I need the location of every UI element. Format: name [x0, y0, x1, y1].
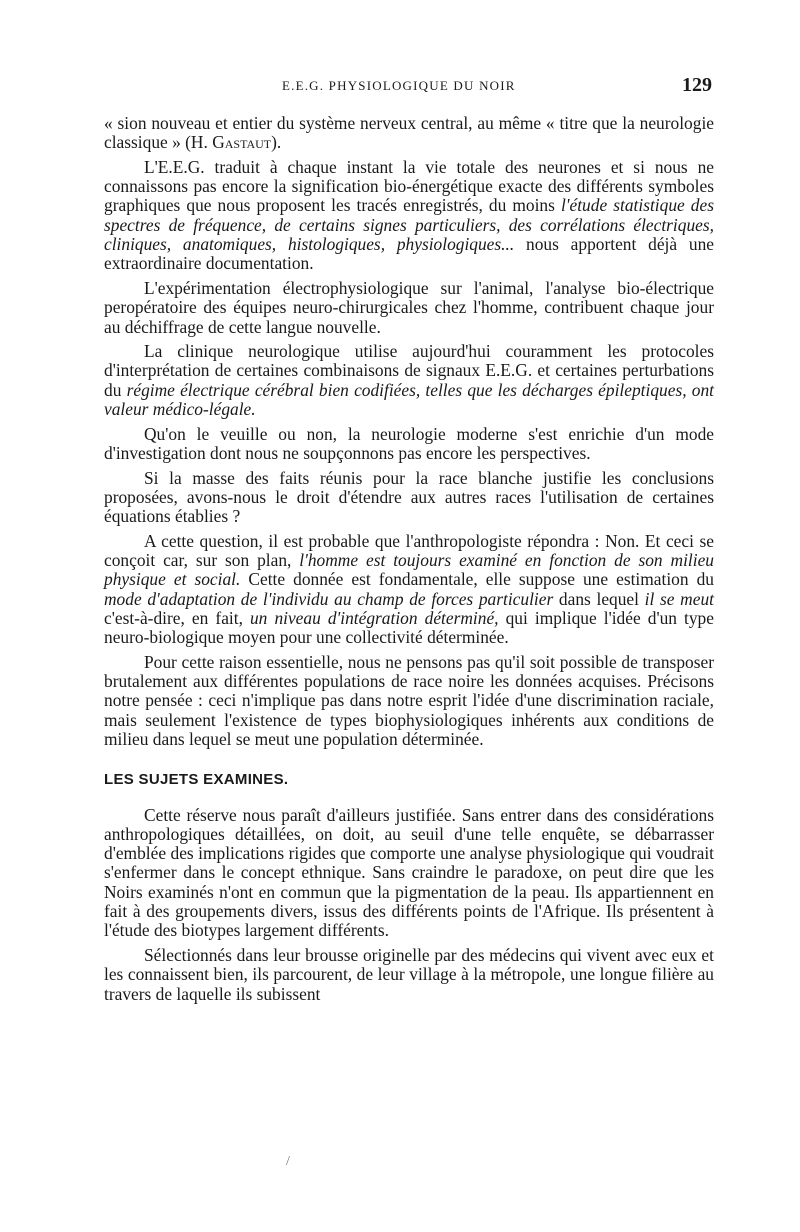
text-run: nous apportent déjà une extraordinaire documentation. — [104, 234, 714, 274]
page-header — [104, 74, 712, 96]
paragraph-race-blanche: Si la masse des faits réunis pour la race blanche justifie les conclusions proposées, avons-nous le droit d'étendre aux autres races l'utilisation de certaines équations établies ? — [104, 467, 714, 527]
paragraph-reserve: Cette réserve nous paraît d'ailleurs justifiée. Sans entrer dans des considérations anthropologiques détaillées, on doit, au seuil d'une telle enquête, se débarrasser d'emblée des implications rigides que comporte une analyse physiologique qui voudrait s'enfermer dans le concept ethnique. Sans craindre le paradoxe, on peut dire que les Noirs examinés n'ont en commun que la pigmentation de la peau. Ils appartiennent en fait à des groupements divers, issus des différents points de l'Afrique. Ils présentent à l'étude des biotypes largement différents. — [104, 804, 714, 941]
text-run: La clinique neurologique utilise aujourd'hui couramment les protocoles d'interprétation de certaines combinaisons de signaux E.E.G. et certaines perturbations du — [104, 341, 714, 400]
text-run: Cette donnée est fondamentale, elle suppose une estimation du — [240, 569, 714, 590]
italic-run: il se meut — [644, 588, 714, 609]
body-text — [104, 114, 714, 1009]
italic-run: l'étude statistique des spectres de fréquence, de certains signes particuliers, des corrélations électriques, cliniques, anatomiques, histologiques, physiologiques... — [104, 195, 714, 255]
running-head: E.E.G. PHYSIOLOGIQUE DU NOIR — [282, 78, 516, 93]
paragraph-neurologie: Qu'on le veuille ou non, la neurologie moderne s'est enrichie d'un mode d'investigation dont nous ne soupçonnons pas encore les perspectives. — [104, 423, 714, 463]
paragraph-selectionnes: Sélectionnés dans leur brousse originelle par des médecins qui vivent avec eux et les connaissent bien, ils parcourent, de leur village à la métropole, une longue filière au travers de laquelle ils subissent — [104, 944, 714, 1004]
paragraph-question — [104, 532, 714, 648]
paragraph-quote-end — [104, 114, 714, 153]
italic-run: un niveau d'intégration déterminé, — [249, 607, 499, 628]
text-run: A cette question, il est probable que l'anthropologiste répondra : Non. Et ceci se conçoit car, sur son plan, — [104, 530, 714, 571]
text-run: qui implique l'idée d'un type neuro-biologique moyen pour une collectivité déterminée. — [104, 607, 714, 648]
italic-run: régime électrique cérébral bien codifiées, telles que les décharges épileptiques, ont valeur médico-légale. — [104, 379, 714, 420]
text-run: dans lequel — [553, 588, 645, 609]
author-name: Gastaut — [212, 132, 272, 153]
paragraph-clinique — [104, 342, 714, 419]
paragraph-raison: Pour cette raison essentielle, nous ne pensons pas qu'il soit possible de transposer brutalement aux différentes populations de race noire les données acquises. Précisons notre pensée : ceci n'implique pas dans notre esprit l'idée d'une discrimination raciale, mais seulement l'existence de types biophysiologiques inhérents aux conditions de milieu dans lequel se meut une population déterminée. — [104, 651, 714, 749]
section-heading: LES SUJETS EXAMINES. — [104, 771, 289, 789]
italic-run: l'homme est toujours examiné en fonction de son milieu physique et social. — [104, 550, 714, 590]
text-run: ). — [271, 132, 282, 153]
italic-run: mode d'adaptation de l'individu au champ de forces particulier — [104, 588, 554, 609]
text-run: « sion nouveau et entier du système nerveux central, au même « titre que la neurologie classique » (H. — [104, 113, 714, 153]
page-number: 129 — [682, 74, 712, 96]
text-run: L'E.E.G. traduit à chaque instant la vie totale des neurones et si nous ne connaissons pas encore la signification bio-énergétique exacte des différents symboles graphiques que nous proposent les tracés enregistrés, du moins — [104, 156, 714, 216]
stray-mark: / — [286, 1154, 290, 1169]
text-run: c'est-à-dire, en fait, — [104, 607, 250, 628]
paragraph-experimentation: L'expérimentation électrophysiologique sur l'animal, l'analyse bio-électrique peropératoire des équipes neuro-chirurgicales chez l'homme, contribuent chaque jour au déchiffrage de cette langue nouvelle. — [104, 277, 714, 337]
paragraph-eeg — [104, 158, 714, 274]
